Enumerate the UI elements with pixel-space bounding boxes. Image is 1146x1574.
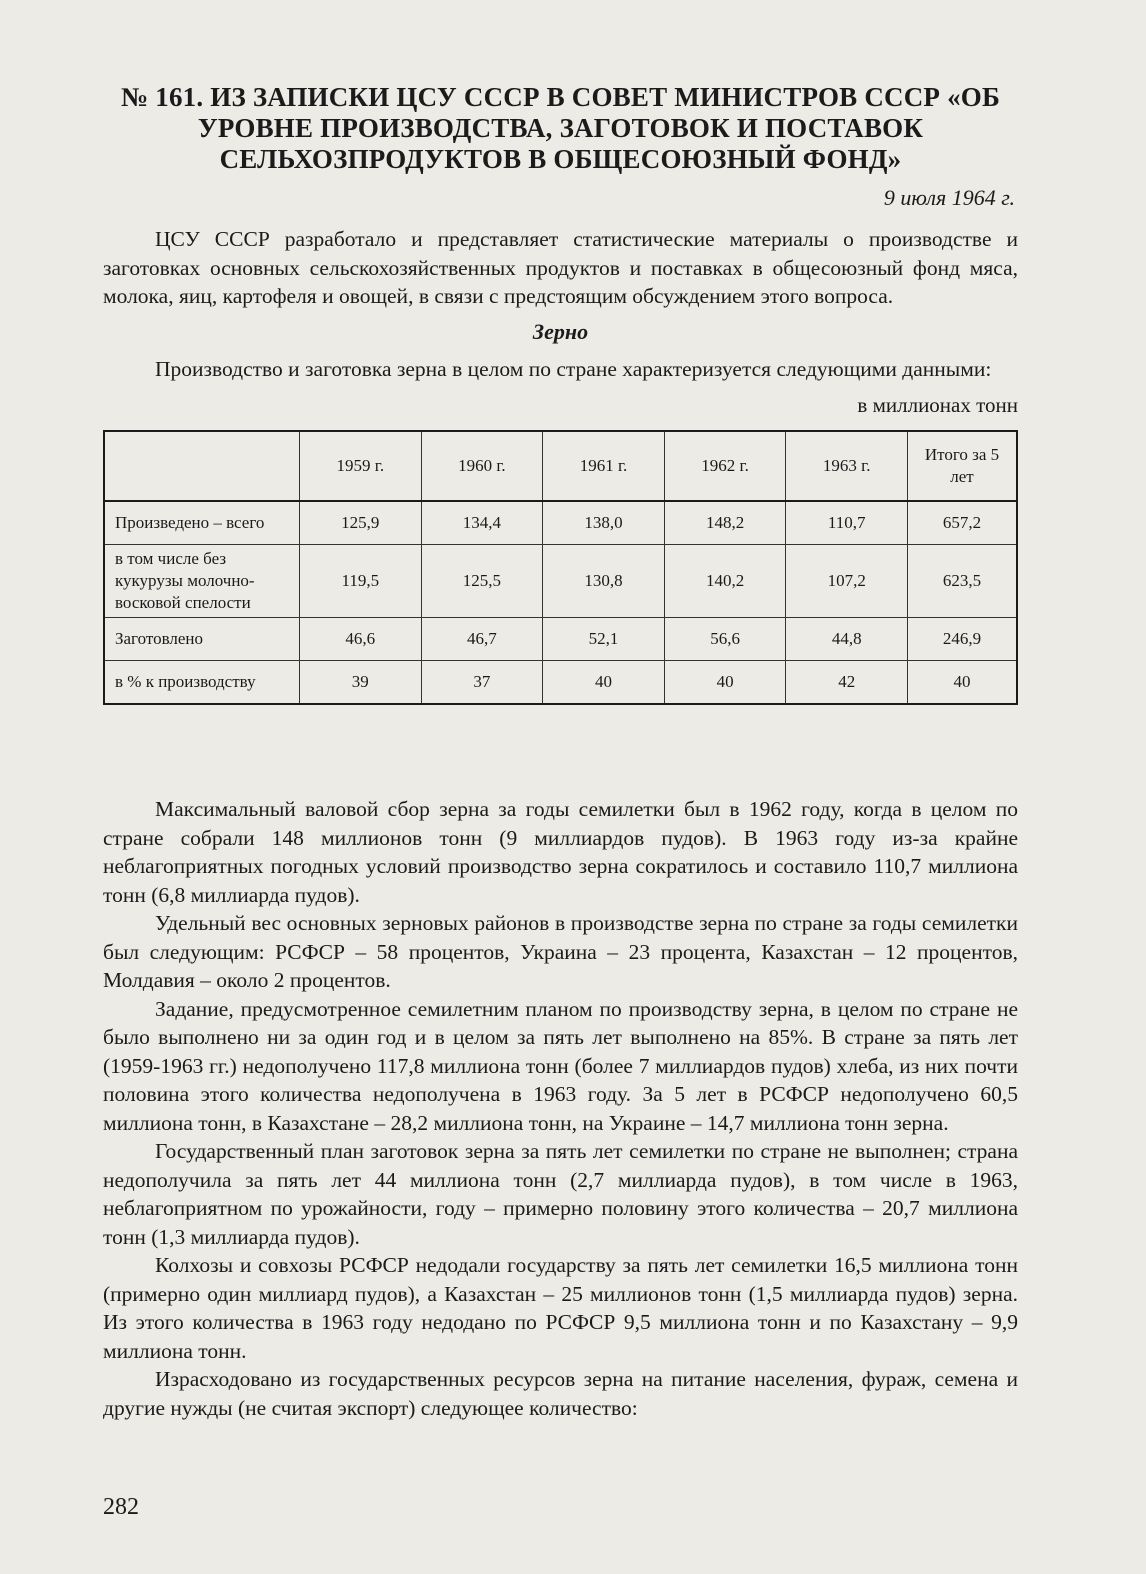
table-row — [104, 501, 1017, 545]
table-header-cell: 1962 г. — [664, 431, 786, 501]
grain-table — [103, 430, 1018, 705]
row-label: в том числе без кукурузы молочно-восковой спелости — [104, 545, 300, 618]
table-header-cell: 1959 г. — [300, 431, 422, 501]
body-paragraph: Удельный вес основных зерновых районов в производстве зерна по стране за годы семилетки был следующим: РСФСР – 58 процентов, Украина – 23 процента, Казахстан – 12 процентов, Молдавия – около 2 процентов. — [103, 911, 1018, 992]
table-cell: 125,9 — [300, 501, 422, 545]
table-cell: 46,7 — [421, 618, 543, 661]
table-cell: 40 — [908, 661, 1018, 705]
table-cell: 39 — [300, 661, 422, 705]
document-title: № 161. ИЗ ЗАПИСКИ ЦСУ СССР В СОВЕТ МИНИСТРОВ СССР «ОБ УРОВНЕ ПРОИЗВОДСТВА, ЗАГОТОВОК И ПОСТАВОК СЕЛЬХОЗПРОДУКТОВ В ОБЩЕСОЮЗНЫЙ ФОНД» — [120, 82, 1001, 174]
body-paragraph: Задание, предусмотренное семилетним планом по производству зерна, в целом по стране не было выполнено ни за один год и в целом за пять лет выполнено на 85%. В стране за пять лет (1959-1963 гг.) недополучено 117,8 миллиона тонн (более 7 миллиардов пудов) хлеба, из них почти половина этого количества недополучена в 1963 году. За 5 лет в РСФСР недополучено 60,5 миллиона тонн, в Казахстане – 28,2 миллиона тонн, на Украине – 14,7 миллиона тонн зерна. — [103, 996, 1018, 1135]
table-units: в миллионах тонн — [857, 393, 1018, 417]
table-cell: 657,2 — [908, 501, 1018, 545]
table-cell: 130,8 — [543, 545, 665, 618]
table-cell: 42 — [786, 661, 908, 705]
body-paragraph: Государственный план заготовок зерна за пять лет семилетки по стране не выполнен; страна недополучила за пять лет 44 миллиона тонн (2,7 миллиарда пудов), в том числе в 1963, неблагоприятном по урожайности, году – примерно половину этого количества – 20,7 миллиона тонн (1,3 миллиарда пудов). — [103, 1139, 1018, 1249]
table-cell: 52,1 — [543, 618, 665, 661]
document-date: 9 июля 1964 г. — [883, 185, 1015, 210]
table-cell: 110,7 — [786, 501, 908, 545]
table-row — [104, 661, 1017, 705]
row-label: Заготовлено — [104, 618, 300, 661]
table-cell: 40 — [543, 661, 665, 705]
table-cell: 37 — [421, 661, 543, 705]
table-cell: 44,8 — [786, 618, 908, 661]
table-header-cell: Итого за 5 лет — [908, 431, 1018, 501]
table-header-cell: 1963 г. — [786, 431, 908, 501]
body-paragraph: Колхозы и совхозы РСФСР недодали государству за пять лет семилетки 16,5 миллиона тонн (примерно один миллиард пудов), а Казахстан – 25 миллионов тонн (1,5 миллиарда пудов) зерна. Из этого количества в 1963 году недодано по РСФСР 9,5 миллиона тонн и по Казахстану – 9,9 миллиона тонн. — [103, 1253, 1018, 1363]
table-header-cell: 1960 г. — [421, 431, 543, 501]
section-heading: Зерно — [532, 318, 589, 344]
table-cell: 125,5 — [421, 545, 543, 618]
document-page — [103, 82, 1018, 1422]
table-cell: 623,5 — [908, 545, 1018, 618]
table-cell: 134,4 — [421, 501, 543, 545]
row-label: в % к производству — [104, 661, 300, 705]
table-header-row — [104, 431, 1017, 501]
table-cell: 40 — [664, 661, 786, 705]
table-cell: 138,0 — [543, 501, 665, 545]
table-cell: 56,6 — [664, 618, 786, 661]
body-text — [103, 795, 1018, 1422]
intro-paragraph: ЦСУ СССР разработало и представляет статистические материалы о производстве и заготовках основных сельскохозяйственных продуктов и поставках в общесоюзный фонд мяса, молока, яиц, картофеля и овощей, в связи с предстоящим обсуждением этого вопроса. — [103, 227, 1018, 308]
row-label: Произведено – всего — [104, 501, 300, 545]
body-paragraph: Максимальный валовой сбор зерна за годы семилетки был в 1962 году, когда в целом по стране собрали 148 миллионов тонн (9 миллиардов пудов). В 1963 году из-за крайне неблагоприятных погодных условий производство зерна сократилось и составило 110,7 миллиона тонн (6,8 миллиарда пудов). — [103, 797, 1018, 907]
table-header-cell — [104, 431, 300, 501]
table-cell: 140,2 — [664, 545, 786, 618]
table-cell: 46,6 — [300, 618, 422, 661]
table-intro-paragraph: Производство и заготовка зерна в целом по стране характеризуется следующими данными: — [155, 356, 992, 381]
page-number: 282 — [103, 1494, 139, 1520]
table-row — [104, 618, 1017, 661]
table-cell: 148,2 — [664, 501, 786, 545]
table-row — [104, 545, 1017, 618]
table-cell: 119,5 — [300, 545, 422, 618]
table-cell: 107,2 — [786, 545, 908, 618]
table-cell: 246,9 — [908, 618, 1018, 661]
table-header-cell: 1961 г. — [543, 431, 665, 501]
body-paragraph: Израсходовано из государственных ресурсов зерна на питание населения, фураж, семена и другие нужды (не считая экспорт) следующее количество: — [103, 1367, 1018, 1420]
